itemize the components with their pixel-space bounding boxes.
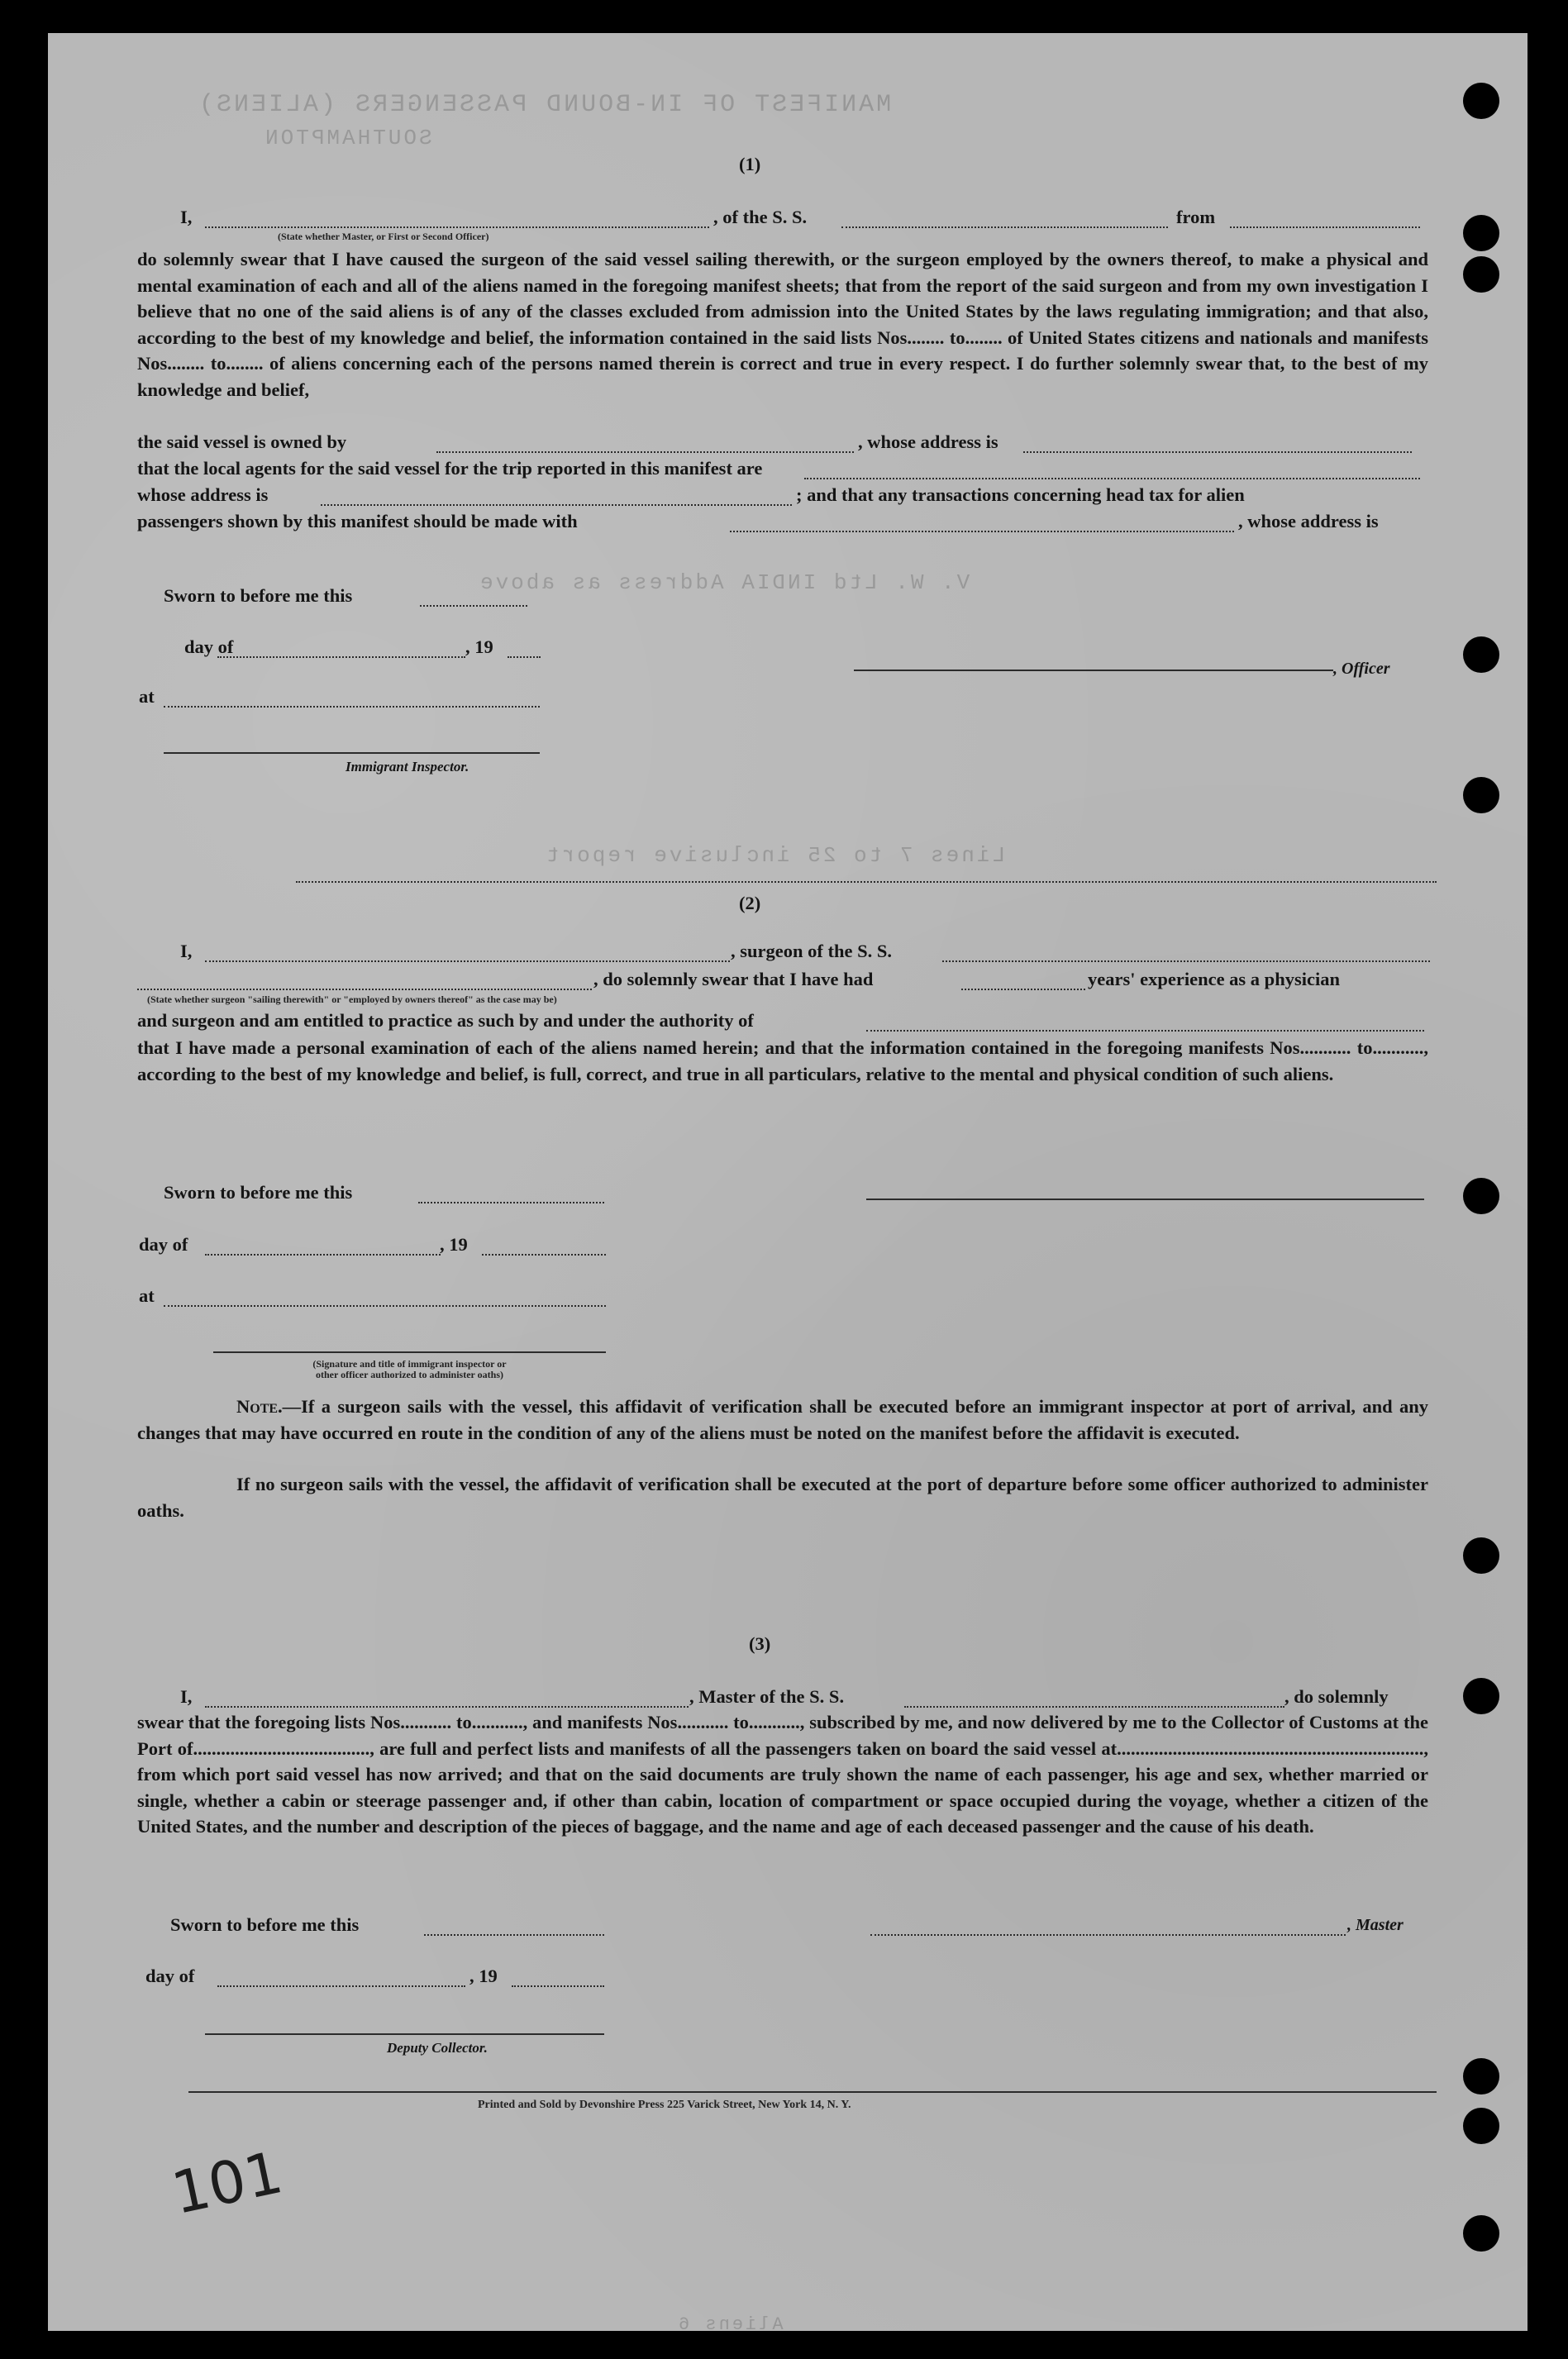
head-tax-label: ; and that any transactions concerning head tax for alien: [796, 484, 1245, 505]
year-label-3: , 19: [469, 1966, 498, 1986]
place-field-1[interactable]: [164, 706, 540, 708]
sworn-label-3: Sworn to before me this: [170, 1914, 360, 1935]
month-field-1[interactable]: [217, 656, 465, 658]
day-of-label-2: day of: [139, 1234, 188, 1255]
officer-signature-line[interactable]: [854, 670, 1333, 671]
month-field-3[interactable]: [217, 1985, 465, 1987]
punch-hole: [1463, 1678, 1499, 1714]
surgeon-of-label: , surgeon of the S. S.: [731, 941, 893, 961]
master-ship-field[interactable]: [904, 1706, 1284, 1708]
at-label-1: at: [139, 686, 155, 707]
bleed-through-lines: Lines 7 to 25 inclusive report: [544, 843, 1006, 868]
local-agents-label: that the local agents for the said vessel for the trip reported in this manifest are: [137, 458, 763, 479]
section-2-number: (2): [739, 893, 761, 913]
officer-label: , Officer: [1333, 660, 1390, 678]
note-paragraph-1: [137, 1394, 1428, 1446]
bleed-through-block: V. W. Ltd INDIA Address as above: [478, 570, 970, 595]
bleed-through-port: SOUTHAMPTON: [263, 126, 432, 150]
sig-note-2: other officer authorized to administer oaths): [316, 1369, 503, 1380]
punch-hole: [1463, 2058, 1499, 2095]
year-field-3[interactable]: [512, 1985, 604, 1987]
local-agents-field[interactable]: [804, 478, 1420, 479]
inspector-label: Immigrant Inspector.: [346, 759, 469, 774]
agent-address-label: whose address is: [137, 484, 269, 505]
master-label: , Master: [1347, 1916, 1404, 1934]
bottom-stamp: Aliens 6: [676, 2314, 784, 2331]
section-1-ss-label: , of the S. S.: [713, 207, 808, 227]
bleed-through-header: MANIFEST OF IN-BOUND PASSENGERS (ALIENS): [197, 91, 892, 119]
day-of-label-1: day of: [184, 636, 234, 657]
punch-hole: [1463, 83, 1499, 119]
purser-line: [296, 881, 1437, 883]
document-page: [48, 33, 1527, 2331]
owner-field[interactable]: [436, 451, 854, 453]
deputy-label: Deputy Collector.: [387, 2040, 488, 2056]
passengers-shown-label: passengers shown by this manifest should be made with: [137, 511, 578, 531]
year-label-2: , 19: [440, 1234, 468, 1255]
section-1-body: do solemnly swear that I have caused the surgeon of the said vessel sailing therewith, or the surgeon employed by the owners thereof, to make a physical and mental examination of each and all of the aliens named in the foregoing manifest sheets; that from the report of the said surgeon and from my own investigation I believe that no one of the said aliens is of any of the classes excluded from admission into the United States by the laws regulating immigration; and that also, according to the best of my knowledge and belief, the information contained in the said lists Nos........ to........ of United States citizens and nationals and manifests Nos........ to........ of aliens concerning each of the persons named therein is correct and true in every respect. I do further solemnly swear that, to the best of my knowledge and belief,: [137, 249, 1428, 400]
printer-footer: Printed and Sold by Devonshire Press 225 Varick Street, New York 14, N. Y.: [478, 2099, 851, 2111]
punch-hole: [1463, 777, 1499, 813]
section-2-body: that I have made a personal examination of each of the aliens named herein; and that the information contained in the foregoing manifests Nos........... to..........., according to the best of my knowledge and belief, is full, correct, and true in all particulars, relative to the mental and physical condition of such aliens.: [137, 1037, 1428, 1084]
day-of-label-3: day of: [145, 1966, 195, 1986]
surgeon-name-field[interactable]: [205, 960, 730, 962]
footer-rule: [188, 2091, 1437, 2093]
swear-label: , do solemnly swear that I have had: [593, 969, 874, 989]
surgeon-ship-field[interactable]: [942, 960, 1430, 962]
section-1-number: (1): [739, 154, 761, 174]
punch-hole: [1463, 2108, 1499, 2144]
punch-hole: [1463, 636, 1499, 673]
punch-hole: [1463, 215, 1499, 251]
punch-hole: [1463, 2215, 1499, 2252]
section-1-i: I,: [180, 207, 193, 227]
punch-hole: [1463, 1537, 1499, 1574]
surgeon-note: (State whether surgeon "sailing therewith" or "employed by owners thereof" as the case may be): [147, 994, 557, 1005]
departure-port-field[interactable]: [1230, 226, 1420, 228]
sworn-label-2: Sworn to before me this: [164, 1182, 353, 1203]
month-field-2[interactable]: [205, 1254, 441, 1256]
year-field-1[interactable]: [508, 656, 541, 658]
inspector-signature-line-1[interactable]: [164, 752, 540, 754]
sworn-date-field-2[interactable]: [418, 1202, 604, 1203]
master-name-field[interactable]: [205, 1706, 689, 1708]
section-3-body: swear that the foregoing lists Nos........... to..........., and manifests Nos........... to..........., subscribed by me, and now delivered by me to the Collector of Customs at the Port of......................................, are full and perfect lists and manifests of all the passengers taken on board the said vessel at.................................................................., from which port said vessel has now arrived; and that on the said documents are truly shown the name of each passenger, his age and sex, whether married or single, whether a cabin or steerage passenger and, if other than cabin, location of compartment or space occupied during the voyage, whether a citizen of the United States, and the number and description of the pieces of baggage, and the name and age of each deceased passenger and the cause of his death.: [137, 1712, 1428, 1837]
master-of-label: , Master of the S. S.: [689, 1686, 845, 1707]
owner-address-field[interactable]: [1023, 451, 1412, 453]
year-label-1: , 19: [465, 636, 493, 657]
years-experience-field[interactable]: [961, 989, 1085, 990]
punch-hole: [1463, 1178, 1499, 1214]
section-3-number: (3): [749, 1633, 771, 1654]
note-text-1: —If a surgeon sails with the vessel, this affidavit of verification shall be executed before an immigrant inspector at port of arrival, and any changes that may have occurred en route in the condition of any of the aliens must be noted on the manifest before the affidavit is executed.: [137, 1396, 1428, 1443]
master-signature-line[interactable]: [870, 1934, 1346, 1936]
sworn-date-field-3[interactable]: [424, 1934, 604, 1936]
sworn-label-1: Sworn to before me this: [164, 585, 353, 606]
years-label: years' experience as a physician: [1088, 969, 1340, 989]
note-paragraph-2: If no surgeon sails with the vessel, the affidavit of verification shall be executed at the port of departure before some officer authorized to administer oaths.: [137, 1474, 1428, 1521]
do-solemnly-label: , do solemnly: [1284, 1686, 1389, 1707]
owned-by-label: the said vessel is owned by: [137, 431, 347, 452]
inspector-signature-line-2[interactable]: [213, 1351, 606, 1353]
place-field-2[interactable]: [164, 1305, 606, 1307]
deputy-signature-line[interactable]: [205, 2033, 604, 2035]
surgeon-status-field[interactable]: [137, 989, 592, 990]
surgeon-signature-line[interactable]: [866, 1199, 1424, 1200]
note-label: Note.: [236, 1396, 283, 1417]
authority-field[interactable]: [866, 1030, 1424, 1032]
officer-note: (State whether Master, or First or Second Officer): [278, 231, 489, 242]
agent-address-field[interactable]: [321, 504, 792, 506]
owner-address-label: , whose address is: [858, 431, 998, 452]
ship-name-field[interactable]: [841, 226, 1168, 228]
party-address-label: , whose address is: [1238, 511, 1379, 531]
authority-label: and surgeon and am entitled to practice as such by and under the authority of: [137, 1010, 754, 1031]
handwritten-page-number: 101: [165, 2138, 288, 2228]
section-3-i: I,: [180, 1686, 193, 1707]
at-label-2: at: [139, 1285, 155, 1306]
punch-hole: [1463, 256, 1499, 293]
section-1-from-label: from: [1176, 207, 1216, 227]
year-field-2[interactable]: [482, 1254, 606, 1256]
officer-name-field[interactable]: [205, 226, 709, 228]
sig-note-1: (Signature and title of immigrant inspector or: [312, 1358, 507, 1370]
section-2-i: I,: [180, 941, 193, 961]
sworn-date-field-1[interactable]: [420, 605, 527, 607]
head-tax-party-field[interactable]: [730, 531, 1234, 532]
